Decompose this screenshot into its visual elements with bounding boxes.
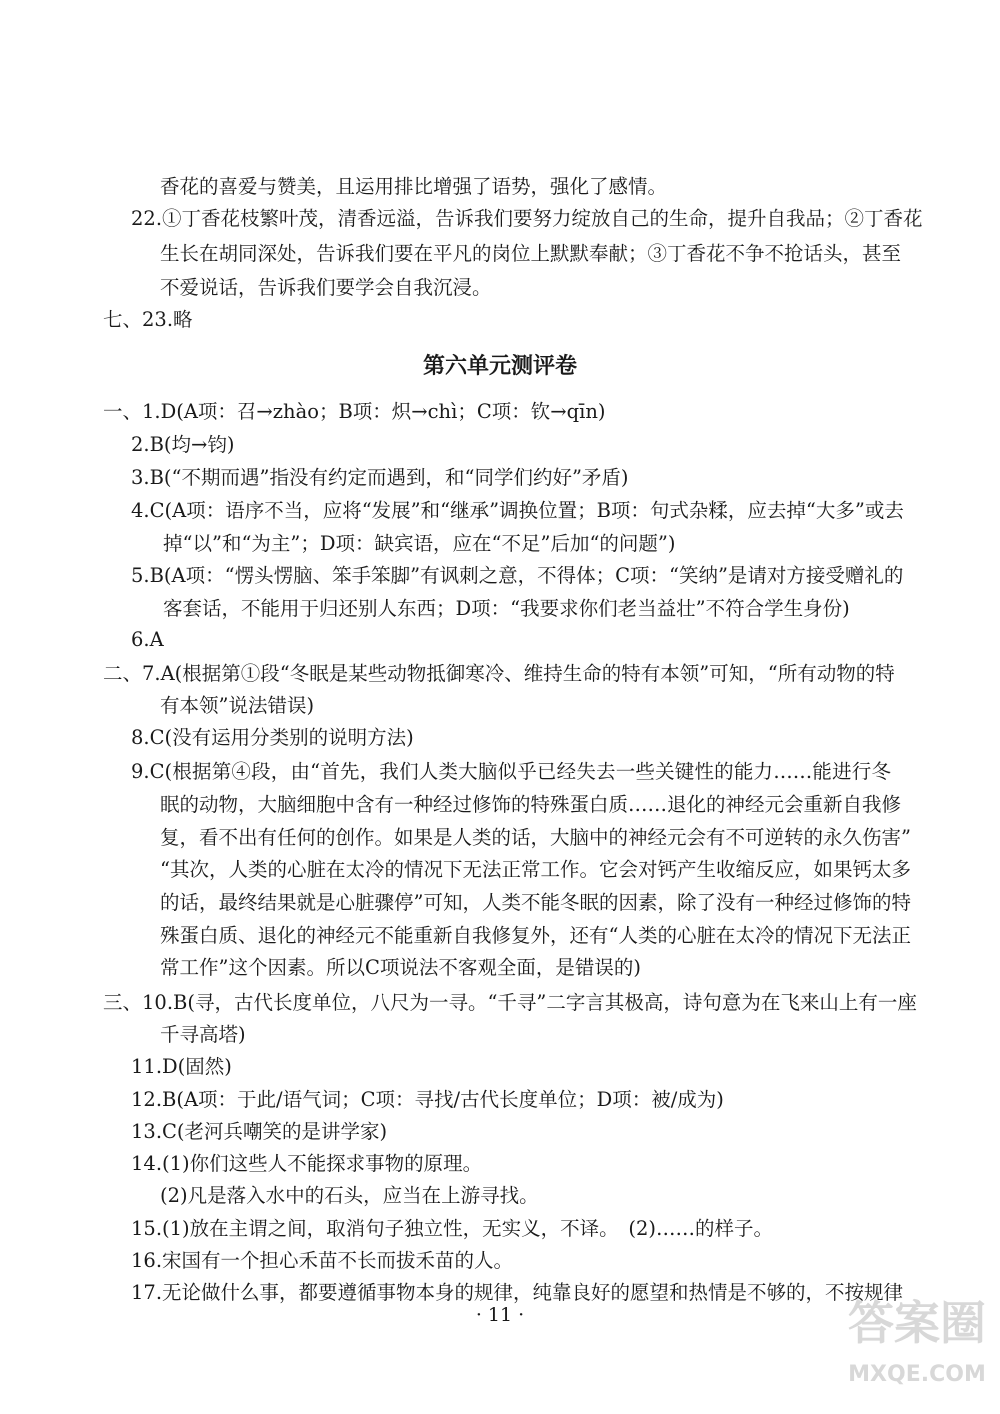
- text-line: 殊蛋白质、退化的神经元不能重新自我修复外，还有“人类的心脏在太冷的情况下无法正: [160, 924, 911, 947]
- text-line: 5.B(A项：“愣头愣脑、笨手笨脚”有讽刺之意，不得体；C项：“笑纳”是请对方接受赠礼的: [131, 564, 904, 587]
- page-number: · 11 ·: [475, 1304, 525, 1326]
- text-line: 3.B(“不期而遇”指没有约定而遇到，和“同学们约好”矛盾): [131, 466, 629, 489]
- text-line: 的话，最终结果就是心脏骤停”可知，人类不能冬眠的因素，除了没有一种经过修饰的特: [160, 891, 911, 914]
- text-line: 客套话，不能用于归还别人东西；D项：“我要求你们老当益壮”不符合学生身份): [163, 597, 850, 620]
- text-line: 8.C(没有运用分类别的说明方法): [131, 726, 414, 749]
- text-line: 16.宋国有一个担心禾苗不长而拔禾苗的人。: [131, 1249, 514, 1272]
- text-line: 复，看不出有任何的创作。如果是人类的话，大脑中的神经元会有不可逆转的永久伤害”: [160, 826, 911, 849]
- text-line: 眠的动物，大脑细胞中含有一种经过修饰的特殊蛋白质……退化的神经元会重新自我修: [160, 793, 902, 816]
- text-line: 11.D(固然): [131, 1055, 232, 1078]
- text-line: 9.C(根据第④段，由“首先，我们人类大脑似乎已经失去一些关键性的能力……能进行冬: [131, 760, 891, 783]
- text-line: 三、10.B(寻，古代长度单位，八尺为一寻。“千寻”二字言其极高，诗句意为在飞来山上有一座: [103, 991, 917, 1014]
- text-line: 4.C(A项：语序不当，应将“发展”和“继承”调换位置；B项：句式杂糅，应去掉“大多”或去: [131, 499, 904, 522]
- text-line: 22.①丁香花枝繁叶茂，清香远溢，告诉我们要努力绽放自己的生命，提升自我品；②丁香花: [131, 207, 923, 230]
- watermark-url: MXQE.COM: [848, 1362, 986, 1387]
- text-line: 2.B(均→钧): [131, 433, 235, 456]
- text-line: 有本领”说法错误): [160, 694, 315, 717]
- watermark-text: 答案圈: [848, 1296, 986, 1350]
- text-line: 生长在胡同深处，告诉我们要在平凡的岗位上默默奉献；③丁香花不争不抢话头，甚至: [160, 242, 902, 265]
- text-line: 15.(1)放在主谓之间，取消句子独立性，无实义，不译。 (2)……的样子。: [131, 1217, 774, 1240]
- section-title: 第六单元测评卷: [422, 354, 577, 379]
- text-line: 不爱说话，告诉我们要学会自我沉浸。: [160, 276, 492, 299]
- text-line: 17.无论做什么事，都要遵循事物本身的规律，纯靠良好的愿望和热情是不够的，不按规律: [131, 1281, 904, 1304]
- text-line: 二、7.A(根据第①段“冬眠是某些动物抵御寒冷、维持生命的特有本领”可知，“所有动物的特: [103, 662, 895, 685]
- text-line: 13.C(老河兵嘲笑的是讲学家): [131, 1120, 388, 1143]
- text-line: (2)凡是落入水中的石头，应当在上游寻找。: [160, 1184, 539, 1207]
- text-line: 一、1.D(A项：召→zhào；B项：炽→chì；C项：钦→qīn): [103, 400, 606, 423]
- text-line: 14.(1)你们这些人不能探求事物的原理。: [131, 1152, 483, 1175]
- text-line: “其次，人类的心脏在太冷的情况下无法正常工作。它会对钙产生收缩反应，如果钙太多: [160, 858, 911, 881]
- text-line: 七、23.略: [103, 308, 193, 331]
- text-line: 香花的喜爱与赞美，且运用排比增强了语势，强化了感情。: [160, 175, 668, 198]
- text-line: 掉“以”和“为主”；D项：缺宾语，应在“不足”后加“的问题”): [163, 532, 676, 555]
- watermark-logo: [842, 1288, 992, 1406]
- text-line: 常工作”这个因素。所以C项说法不客观全面，是错误的): [160, 956, 641, 979]
- text-line: 12.B(A项：于此/语气词；C项：寻找/古代长度单位；D项：被/成为): [131, 1088, 724, 1111]
- text-line: 千寻高塔): [160, 1023, 246, 1046]
- text-line: 6.A: [131, 628, 164, 651]
